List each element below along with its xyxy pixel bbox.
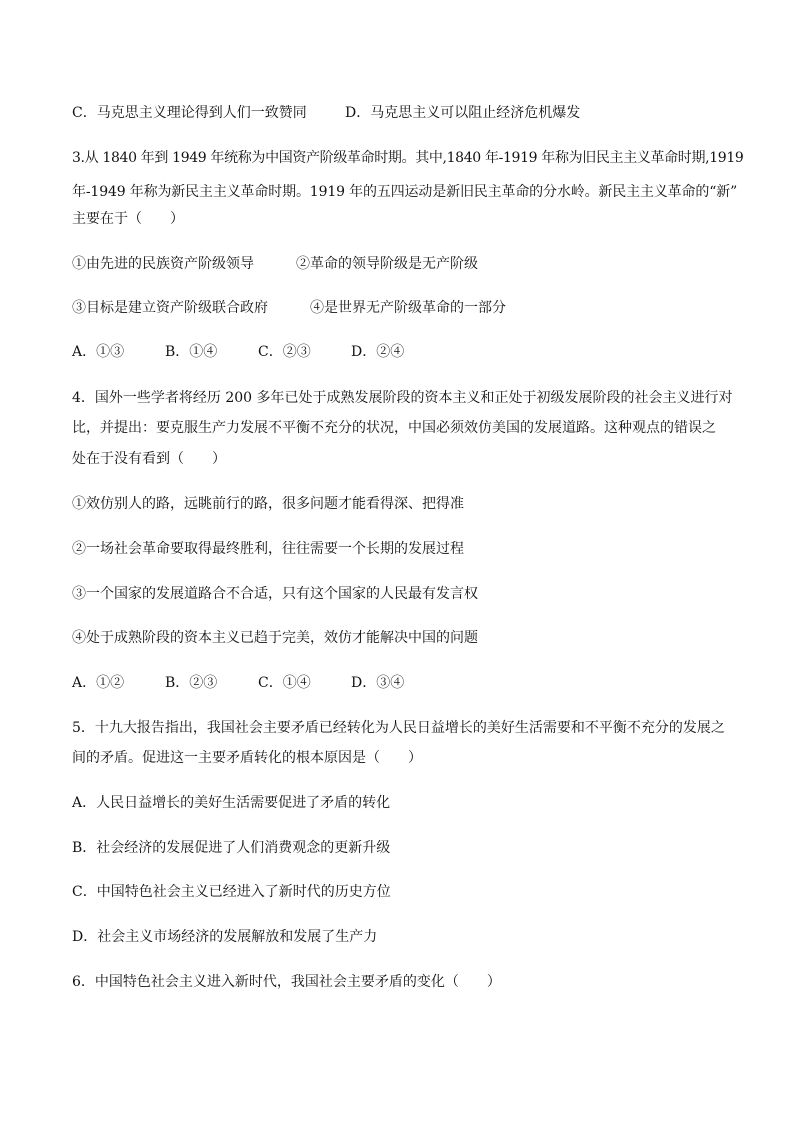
q2-option-c: C．马克思主义理论得到人们一致赞同	[72, 105, 307, 121]
q3-item-4: ④是世界无产阶级革命的一部分	[310, 300, 506, 316]
q5-option-b: B．社会经济的发展促进了人们消费观念的更新升级	[72, 840, 391, 856]
q4-stem-line-2: 比，并提出：要克服生产力发展不平衡不充分的状况，中国必须效仿美国的发展道路。这种观点的错误之	[72, 420, 716, 436]
q3-items-row-1	[72, 254, 478, 274]
q5-option-a: A．人民日益增长的美好生活需要促进了矛盾的转化	[72, 795, 391, 811]
q3-item-3: ③目标是建立资产阶级联合政府	[72, 300, 268, 316]
q3-stem-line-3: 主要在于（ ）	[72, 211, 184, 227]
q4-option-c: C．①④	[258, 675, 311, 691]
q4-stem-line-1: 4．国外一些学者将经历 200 多年已处于成熟发展阶段的资本主义和正处于初级发展阶段的社会主义进行对	[72, 390, 733, 406]
q5-stem-line-2: 间的矛盾。促进这一主要矛盾转化的根本原因是（ ）	[72, 750, 422, 766]
q4-item-1: ①效仿别人的路，远眺前行的路，很多问题才能看得深、把得准	[72, 496, 464, 512]
q4-option-b: B．②③	[165, 675, 218, 691]
q3-stem-line-2: 年-1949 年称为新民主主义革命时期。1919 年的五四运动是新旧民主革命的分水岭。新民主主义革命的“新”	[72, 184, 738, 200]
q4-options-row	[72, 673, 404, 693]
q2-options-row	[72, 103, 580, 123]
q3-option-a: A．①③	[72, 344, 125, 360]
q4-option-d: D．③④	[351, 675, 405, 691]
q4-option-a: A．①②	[72, 675, 125, 691]
q3-stem-line-1: 3.从 1840 年到 1949 年统称为中国资产阶级革命时期。其中,1840 年-1919 年称为旧民主主义革命时期,1919	[72, 150, 744, 166]
q3-item-2: ②革命的领导阶级是无产阶级	[296, 256, 478, 272]
q3-items-row-2	[72, 298, 506, 318]
q4-item-4: ④处于成熟阶段的资本主义已趋于完美，效仿才能解决中国的问题	[72, 630, 478, 646]
q5-stem-line-1: 5．十九大报告指出，我国社会主要矛盾已经转化为人民日益增长的美好生活需要和不平衡不充分的发展之	[72, 720, 725, 736]
q6-stem-line-1: 6．中国特色社会主义进入新时代，我国社会主要矛盾的变化（ ）	[72, 974, 501, 990]
q3-options-row	[72, 342, 404, 362]
q2-option-d: D．马克思主义可以阻止经济危机爆发	[345, 105, 581, 121]
q4-stem-line-3: 处在于没有看到（ ）	[72, 451, 226, 467]
q3-option-d: D．②④	[351, 344, 405, 360]
q4-item-2: ②一场社会革命要取得最终胜利，往往需要一个长期的发展过程	[72, 541, 464, 557]
q3-item-1: ①由先进的民族资产阶级领导	[72, 256, 254, 272]
q5-option-c: C．中国特色社会主义已经进入了新时代的历史方位	[72, 884, 391, 900]
q5-option-d: D．社会主义市场经济的发展解放和发展了生产力	[72, 929, 378, 945]
q3-option-b: B．①④	[165, 344, 218, 360]
q3-option-c: C．②③	[258, 344, 311, 360]
q4-item-3: ③一个国家的发展道路合不合适，只有这个国家的人民最有发言权	[72, 586, 478, 602]
